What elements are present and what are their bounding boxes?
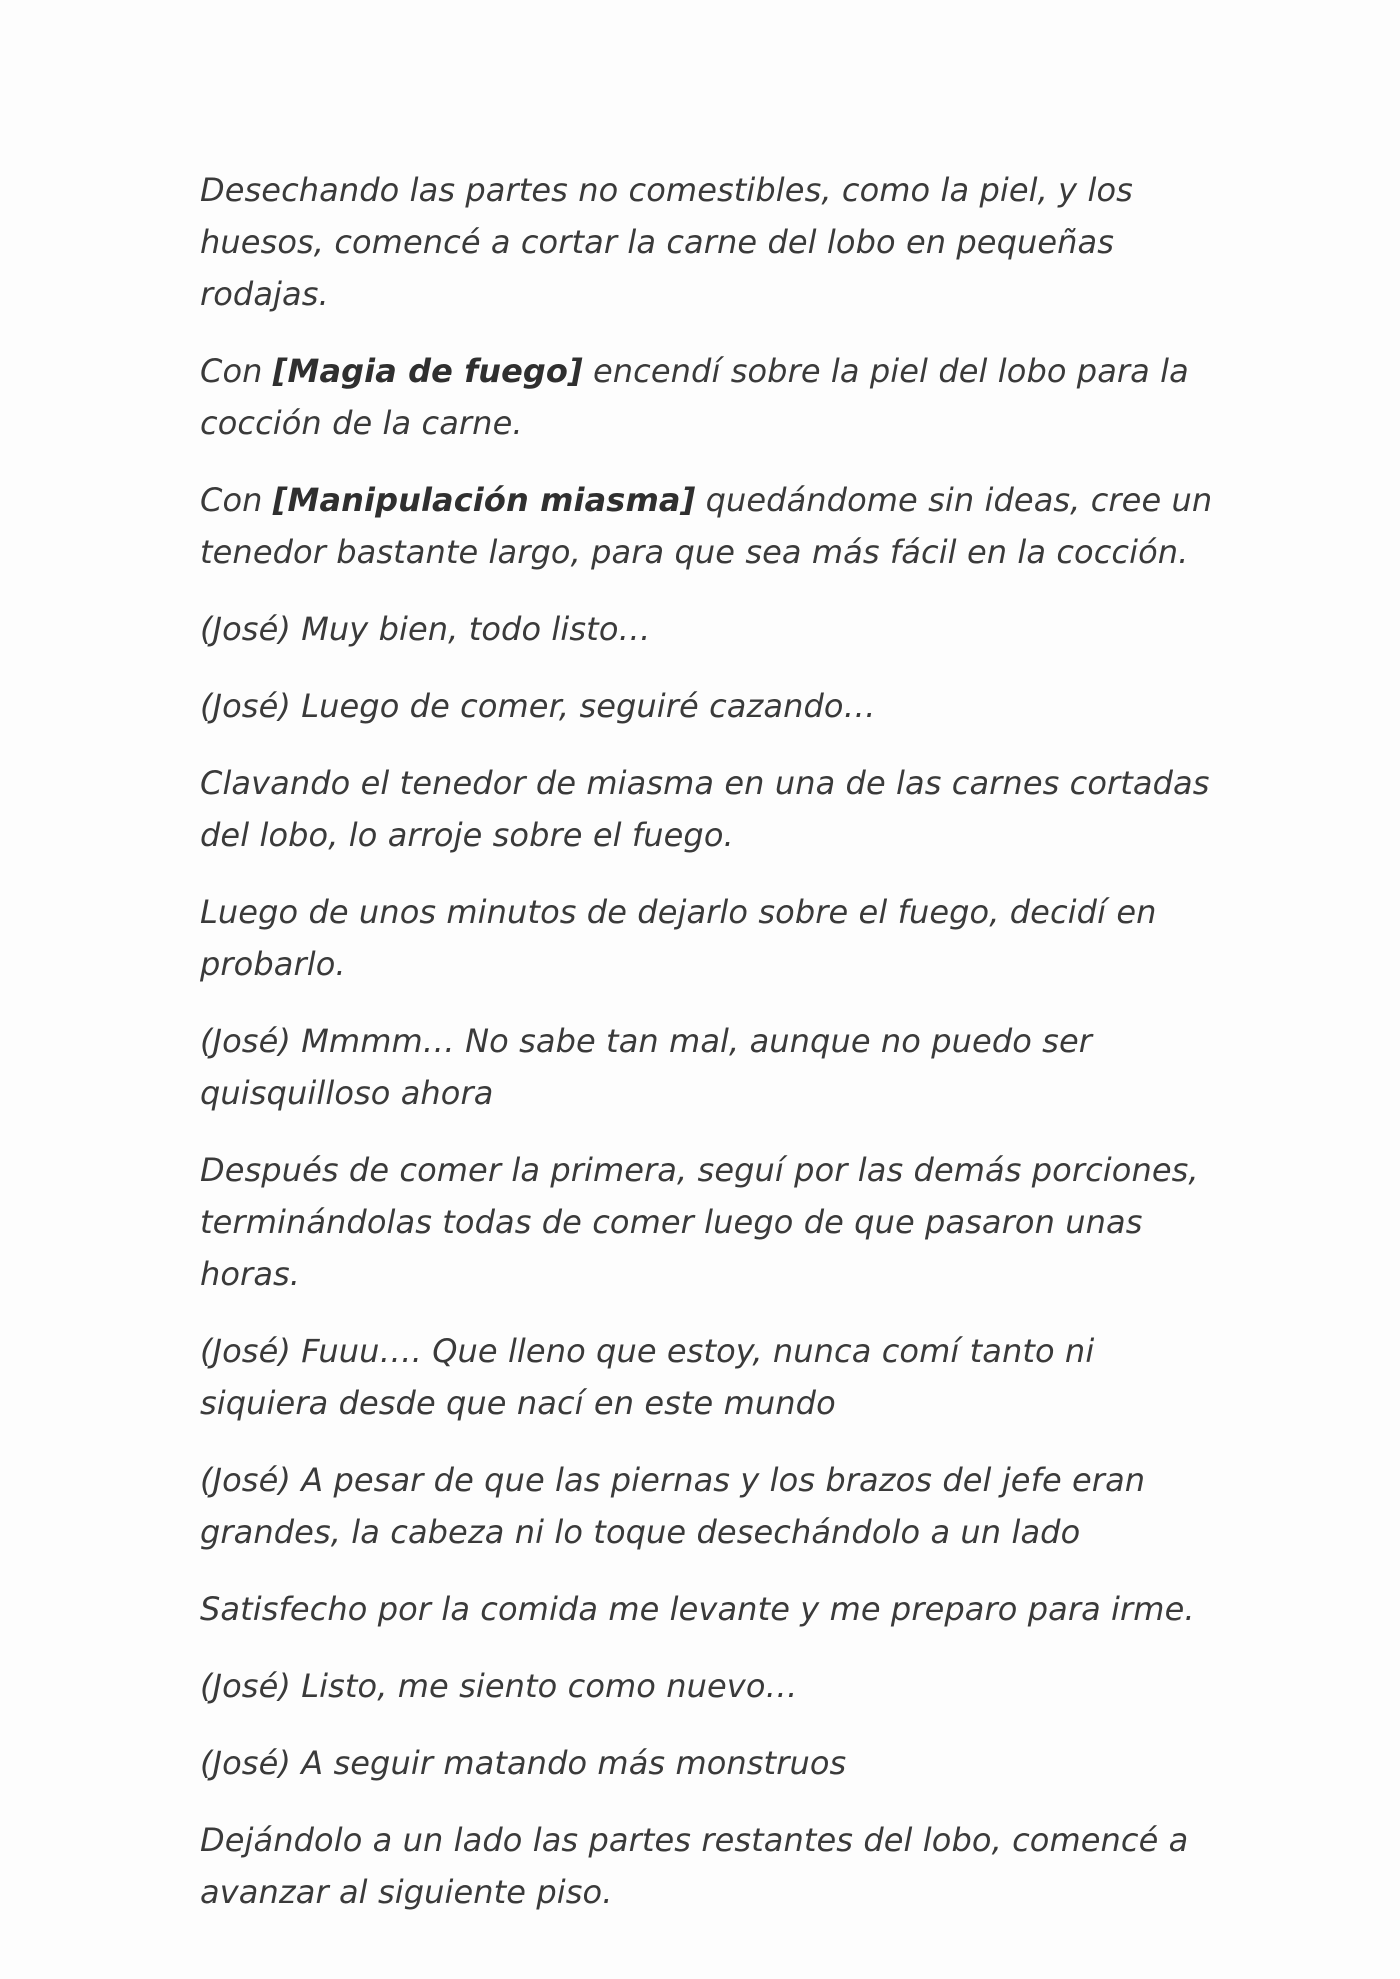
document-body	[200, 164, 1220, 1943]
paragraph: Dejándolo a un lado las partes restantes del lobo, comencé a avanzar al siguiente piso.	[200, 1821, 1189, 1911]
paragraph: Luego de unos minutos de dejarlo sobre el fuego, decidí en probarlo.	[200, 893, 1157, 983]
paragraph: Desechando las partes no comestibles, como la piel, y los huesos, comencé a cortar la carne del lobo en pequeñas rodajas.	[200, 171, 1133, 313]
paragraph	[200, 474, 1220, 578]
skill-name-bold: [Magia de fuego]	[272, 352, 583, 390]
dialogue-line: (José) Fuuu…. Que lleno que estoy, nunca comí tanto ni siquiera desde que nací en este mundo	[200, 1332, 1095, 1422]
paragraph-suffix: encendí sobre la piel del lobo para la cocción de la carne.	[200, 352, 1189, 442]
dialogue-line: (José) A pesar de que las piernas y los brazos del jefe eran grandes, la cabeza ni lo toque desechándolo a un lado	[200, 1461, 1146, 1551]
dialogue-line: (José) Mmmm… No sabe tan mal, aunque no puedo ser quisquilloso ahora	[200, 1022, 1092, 1112]
dialogue-line: (José) Luego de comer, seguiré cazando…	[200, 687, 876, 725]
paragraph-suffix: quedándome sin ideas, cree un tenedor bastante largo, para que sea más fácil en la cocción.	[200, 481, 1213, 571]
skill-name-bold: [Manipulación miasma]	[272, 481, 696, 519]
paragraph-prefix: Con	[200, 481, 273, 519]
dialogue-line: (José) Muy bien, todo listo…	[200, 610, 651, 648]
paragraph: Satisfecho por la comida me levante y me preparo para irme.	[200, 1590, 1195, 1628]
dialogue-line: (José) A seguir matando más monstruos	[200, 1744, 847, 1782]
paragraph-prefix: Con	[200, 352, 273, 390]
paragraph: Después de comer la primera, seguí por las demás porciones, terminándolas todas de comer luego de que pasaron unas horas.	[200, 1151, 1199, 1293]
paragraph: Clavando el tenedor de miasma en una de las carnes cortadas del lobo, lo arroje sobre el fuego.	[200, 764, 1210, 854]
dialogue-line: (José) Listo, me siento como nuevo…	[200, 1667, 798, 1705]
paragraph	[200, 345, 1220, 449]
